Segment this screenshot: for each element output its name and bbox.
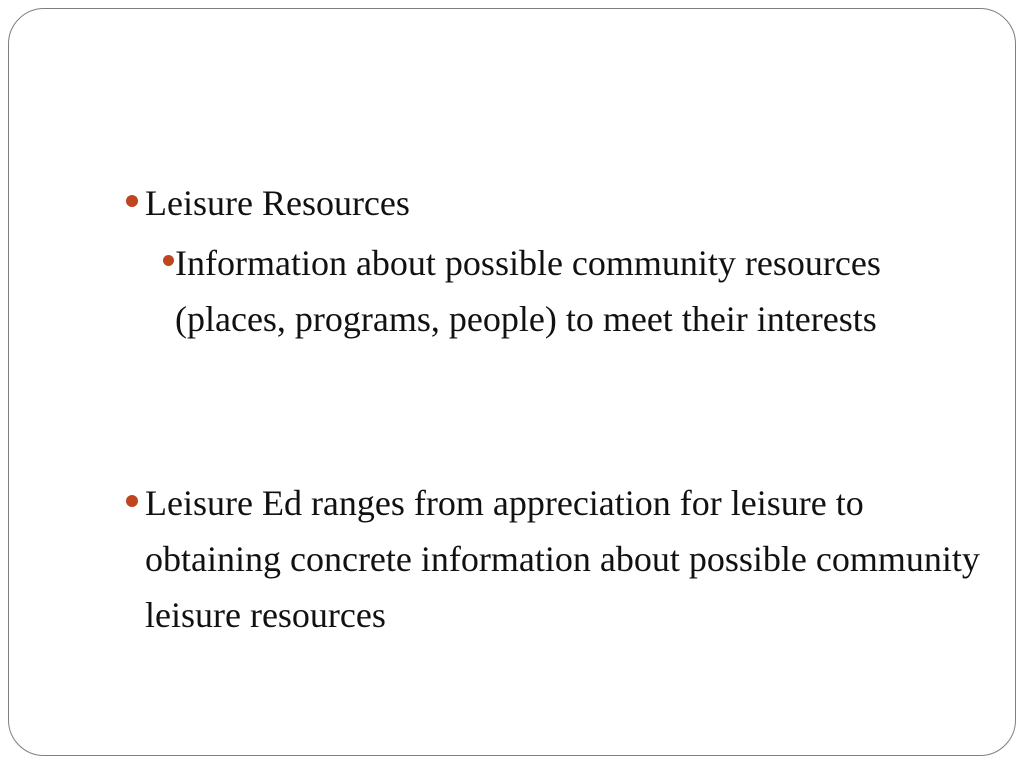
bullet-dot-icon	[126, 495, 138, 507]
sub-bullet-item-community-info	[175, 235, 955, 347]
sub-bullet-text: Information about possible community resources (places, programs, people) to meet their interests	[175, 243, 881, 339]
bullet-item-leisure-resources	[145, 175, 985, 231]
slide-frame	[8, 8, 1016, 756]
bullet-text: Leisure Ed ranges from appreciation for leisure to obtaining concrete information about possible community leisure resources	[145, 483, 980, 635]
bullet-item-leisure-ed-ranges	[145, 475, 985, 643]
slide-content	[9, 9, 1017, 757]
bullet-dot-icon	[126, 195, 138, 207]
sub-bullet-dot-icon	[163, 255, 174, 266]
bullet-text: Leisure Resources	[145, 183, 410, 223]
